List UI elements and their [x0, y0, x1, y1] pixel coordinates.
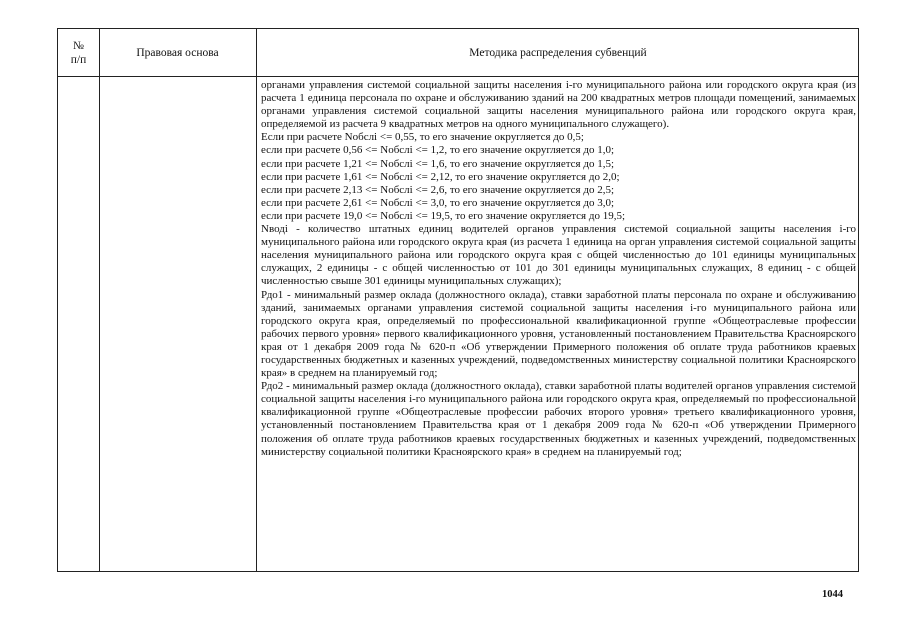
page-number: 1044 [822, 589, 843, 600]
paragraph: органами управления системой социальной защиты населения i-го муниципального района или городского округа края (из расчета 1 единица персонала по охране и обслуживанию зданий на 200 квадратных метров площади помещений, занимаемых органами управления системой социальной защиты населения муниципального района или городского округа края, определяемой из расчета 9 квадратных метров на одного муниципального служащего). [261, 79, 856, 131]
header-legal-basis-col [99, 29, 256, 77]
column-divider-number [99, 29, 100, 571]
paragraph: если при расчете 19,0 <= Nобслi <= 19,5, то его значение округляется до 19,5; [261, 209, 626, 222]
table-header-row [58, 29, 858, 77]
paragraph: Рдо1 - минимальный размер оклада (должностного оклада), ставки заработной платы персонала по охране и обслуживанию зданий, занимаемых органами управления системой социальной защиты населения i-го муниципального района или городского округа края, определяемый по профессиональной квалификационной группе «Общеотраслевые профессии рабочих первого уровня» первого квалификационного уровня, установленный постановлением Правительства Красноярского края от 1 декабря 2009 года № 620-п «Об утверждении Примерного положения об оплате труда работников краевых государственных бюджетных и казенных учреждений, подведомственных министерству социальной политики Красноярского края» в среднем на планируемый год; [261, 288, 856, 380]
subvention-method-table [57, 28, 859, 572]
paragraph: Рдо2 - минимальный размер оклада (должностного оклада), ставки заработной платы водителей органов управления системой социальной защиты населения i-го муниципального района или городского округа края, определяемый по профессиональной квалификационной группе «Общеотраслевые профессии рабочих второго уровня» третьего квалификационного уровня, установленный постановлением Правительства края от 1 декабря 2009 года № 620-п «Об утверждении Примерного положения об оплате труда работников краевых государственных бюджетных и казенных учреждений, подведомственных министерству социальной политики Красноярского края» в среднем на планируемый год; [261, 380, 856, 458]
paragraph: Nводi - количество штатных единиц водителей органов управления системой социальной защиты населения i-го муниципального района или городского округа края (из расчета 1 единица на орган управления системой социальной защиты населения муниципального района или городского округа края с общей численностью до 101 единицы муниципальных служащих, 2 единицы - с общей численностью от 101 до 301 единицы муниципальных служащих, 8 единиц - с общей численностью свыше 301 единицы муниципальных служащих); [261, 223, 856, 288]
header-legal-basis-label: Правовая основа [136, 47, 219, 59]
paragraph: если при расчете 0,56 <= Nобслi <= 1,2, то его значение округляется до 1,0; [261, 144, 615, 157]
header-method-col [256, 29, 860, 77]
header-number-label: № п/п [70, 40, 87, 66]
paragraph: если при расчете 2,61 <= Nобслi <= 3,0, то его значение округляется до 3,0; [261, 196, 615, 209]
column-divider-legal-basis [256, 29, 257, 571]
paragraph: Если при расчете Nобслi <= 0,55, то его значение округляется до 0,5; [261, 131, 584, 144]
paragraph: если при расчете 1,61 <= Nобслi <= 2,12, то его значение округляется до 2,0; [261, 170, 620, 183]
paragraph: если при расчете 2,13 <= Nобслi <= 2,6, то его значение округляется до 2,5; [261, 183, 615, 196]
paragraph: если при расчете 1,21 <= Nобслi <= 1,6, то его значение округляется до 1,5; [261, 157, 615, 170]
header-method-label: Методика распределения субвенций [469, 47, 647, 59]
header-number-col [58, 29, 99, 77]
method-cell-text [261, 79, 856, 459]
